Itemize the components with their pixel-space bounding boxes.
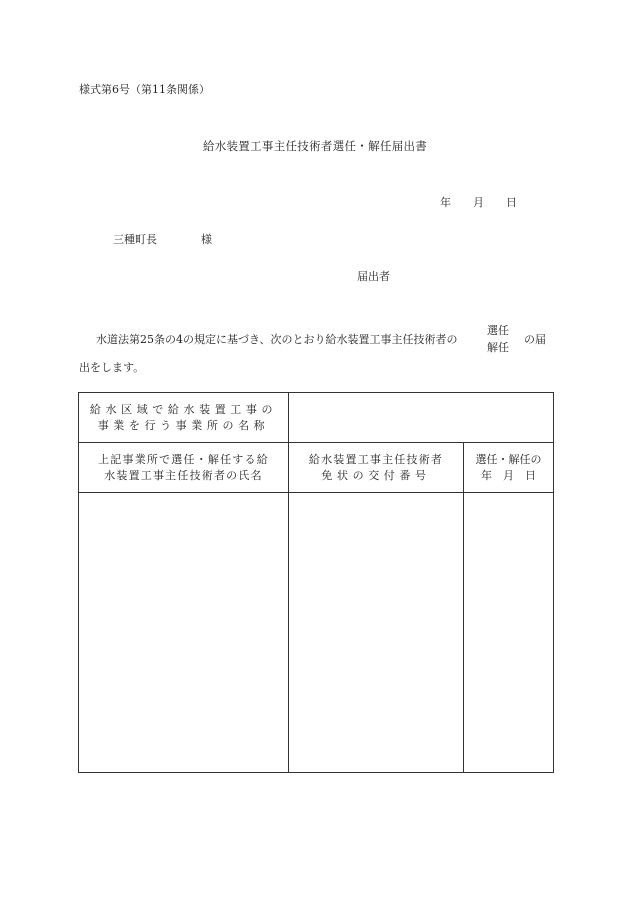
column-header-row	[79, 443, 554, 493]
notification-table	[78, 392, 554, 773]
document-title: 給水装置工事主任技術者選任・解任届出書	[202, 139, 428, 153]
header-appointment-date-line2: 年 月 日	[481, 468, 536, 482]
form-number: 様式第6号（第11条関係）	[79, 83, 210, 96]
choice-dismiss: 解任	[487, 341, 509, 354]
table-row	[79, 493, 554, 773]
date-day-label: 日	[506, 196, 517, 209]
addressee	[113, 231, 212, 247]
date-month-label: 月	[473, 196, 484, 209]
office-name-label	[79, 393, 289, 443]
appointment-choice	[487, 322, 509, 356]
office-name-field[interactable]	[289, 393, 554, 443]
header-technician-name-line2: 水装置工事主任技術者の氏名	[104, 468, 263, 482]
header-license-number	[289, 443, 464, 493]
header-technician-name	[79, 443, 289, 493]
date-year-label: 年	[440, 196, 451, 209]
office-row	[79, 393, 554, 443]
header-license-number-line2: 免状の交付番号	[321, 468, 431, 482]
appointment-date-field[interactable]	[464, 493, 554, 773]
addressee-honorific: 様	[201, 233, 212, 246]
body-text-line2: 出をします。	[79, 361, 145, 374]
technician-name-field[interactable]	[79, 493, 289, 773]
body-text-suffix: の届	[524, 333, 546, 346]
header-appointment-date	[464, 443, 554, 493]
applicant-label: 届出者	[357, 270, 390, 283]
header-technician-name-line1: 上記事業所で選任・解任する給	[98, 452, 269, 466]
date-line	[440, 194, 517, 210]
license-number-field[interactable]	[289, 493, 464, 773]
header-appointment-date-line1: 選任・解任の	[475, 452, 542, 466]
addressee-name: 三種町長	[113, 233, 157, 246]
header-license-number-line1: 給水装置工事主任技術者	[308, 452, 444, 466]
choice-appoint: 選任	[487, 324, 509, 337]
body-text-line1: 水道法第25条の4の規定に基づき、次のとおり給水装置工事主任技術者の	[96, 333, 458, 346]
office-label-line2: 事業を行う事業所の名称	[97, 418, 270, 432]
office-label-line1: 給水区域で給水装置工事の	[89, 402, 278, 416]
